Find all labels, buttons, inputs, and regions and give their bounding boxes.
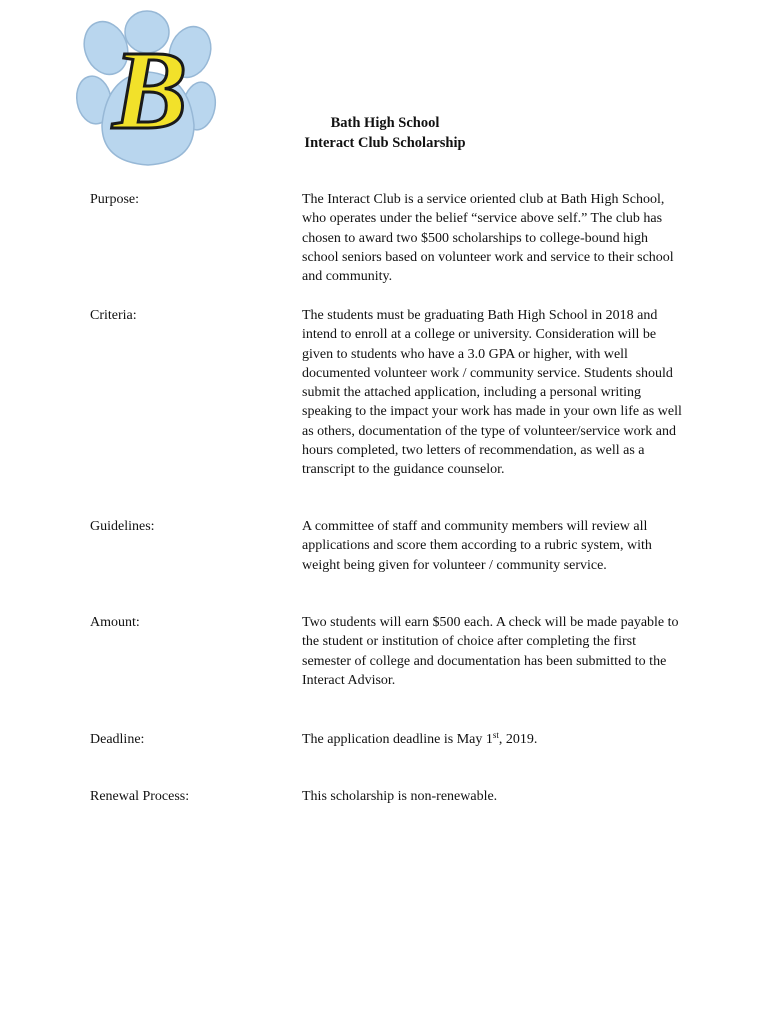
bath-paw-logo — [72, 10, 224, 168]
section-label: Guidelines: — [90, 519, 155, 534]
section-text: The Interact Club is a service oriented club at Bath High School, who operates under the belief “service above self.” The club has chosen to award two $500 scholarships to college-bound high school seniors based on volunteer work and service to their school and community. — [302, 192, 674, 285]
section-label: Criteria: — [90, 308, 137, 323]
logo-letter-b: B — [112, 29, 188, 153]
section-text: The students must be graduating Bath High School in 2018 and intend to enroll at a college or university. Consideration will be given to students who have a 3.0 GPA or higher, with well documented volunteer work / community service. Students should submit the attached application, including a personal writing speaking to the impact your work has made in your own life as well as others, documentation of the type of volunteer/service work and hours completed, two letters of recommendation, as well as a transcript to the guidance counselor. — [302, 308, 682, 478]
section-text: Two students will earn $500 each. A check will be made payable to the student or institution of choice after completing the first semester of college and documentation has been submitted to the Interact Advisor. — [302, 615, 679, 688]
section-text: A committee of staff and community members will review all applications and score them according to a rubric system, with weight being given for volunteer / community service. — [302, 519, 652, 573]
deadline-text-start: The application deadline is May 1 — [302, 732, 493, 747]
section-label: Deadline: — [90, 732, 145, 747]
section-label: Amount: — [90, 615, 140, 630]
section-label: Renewal Process: — [90, 789, 190, 804]
section-label: Purpose: — [90, 192, 139, 207]
section-text — [302, 730, 687, 749]
deadline-text-end: , 2019. — [498, 732, 538, 747]
scholarship-name: Interact Club Scholarship — [304, 135, 466, 151]
school-name: Bath High School — [330, 115, 440, 131]
deadline-ordinal: st — [492, 730, 499, 740]
document-title — [240, 113, 530, 153]
section-text: This scholarship is non-renewable. — [302, 789, 498, 804]
